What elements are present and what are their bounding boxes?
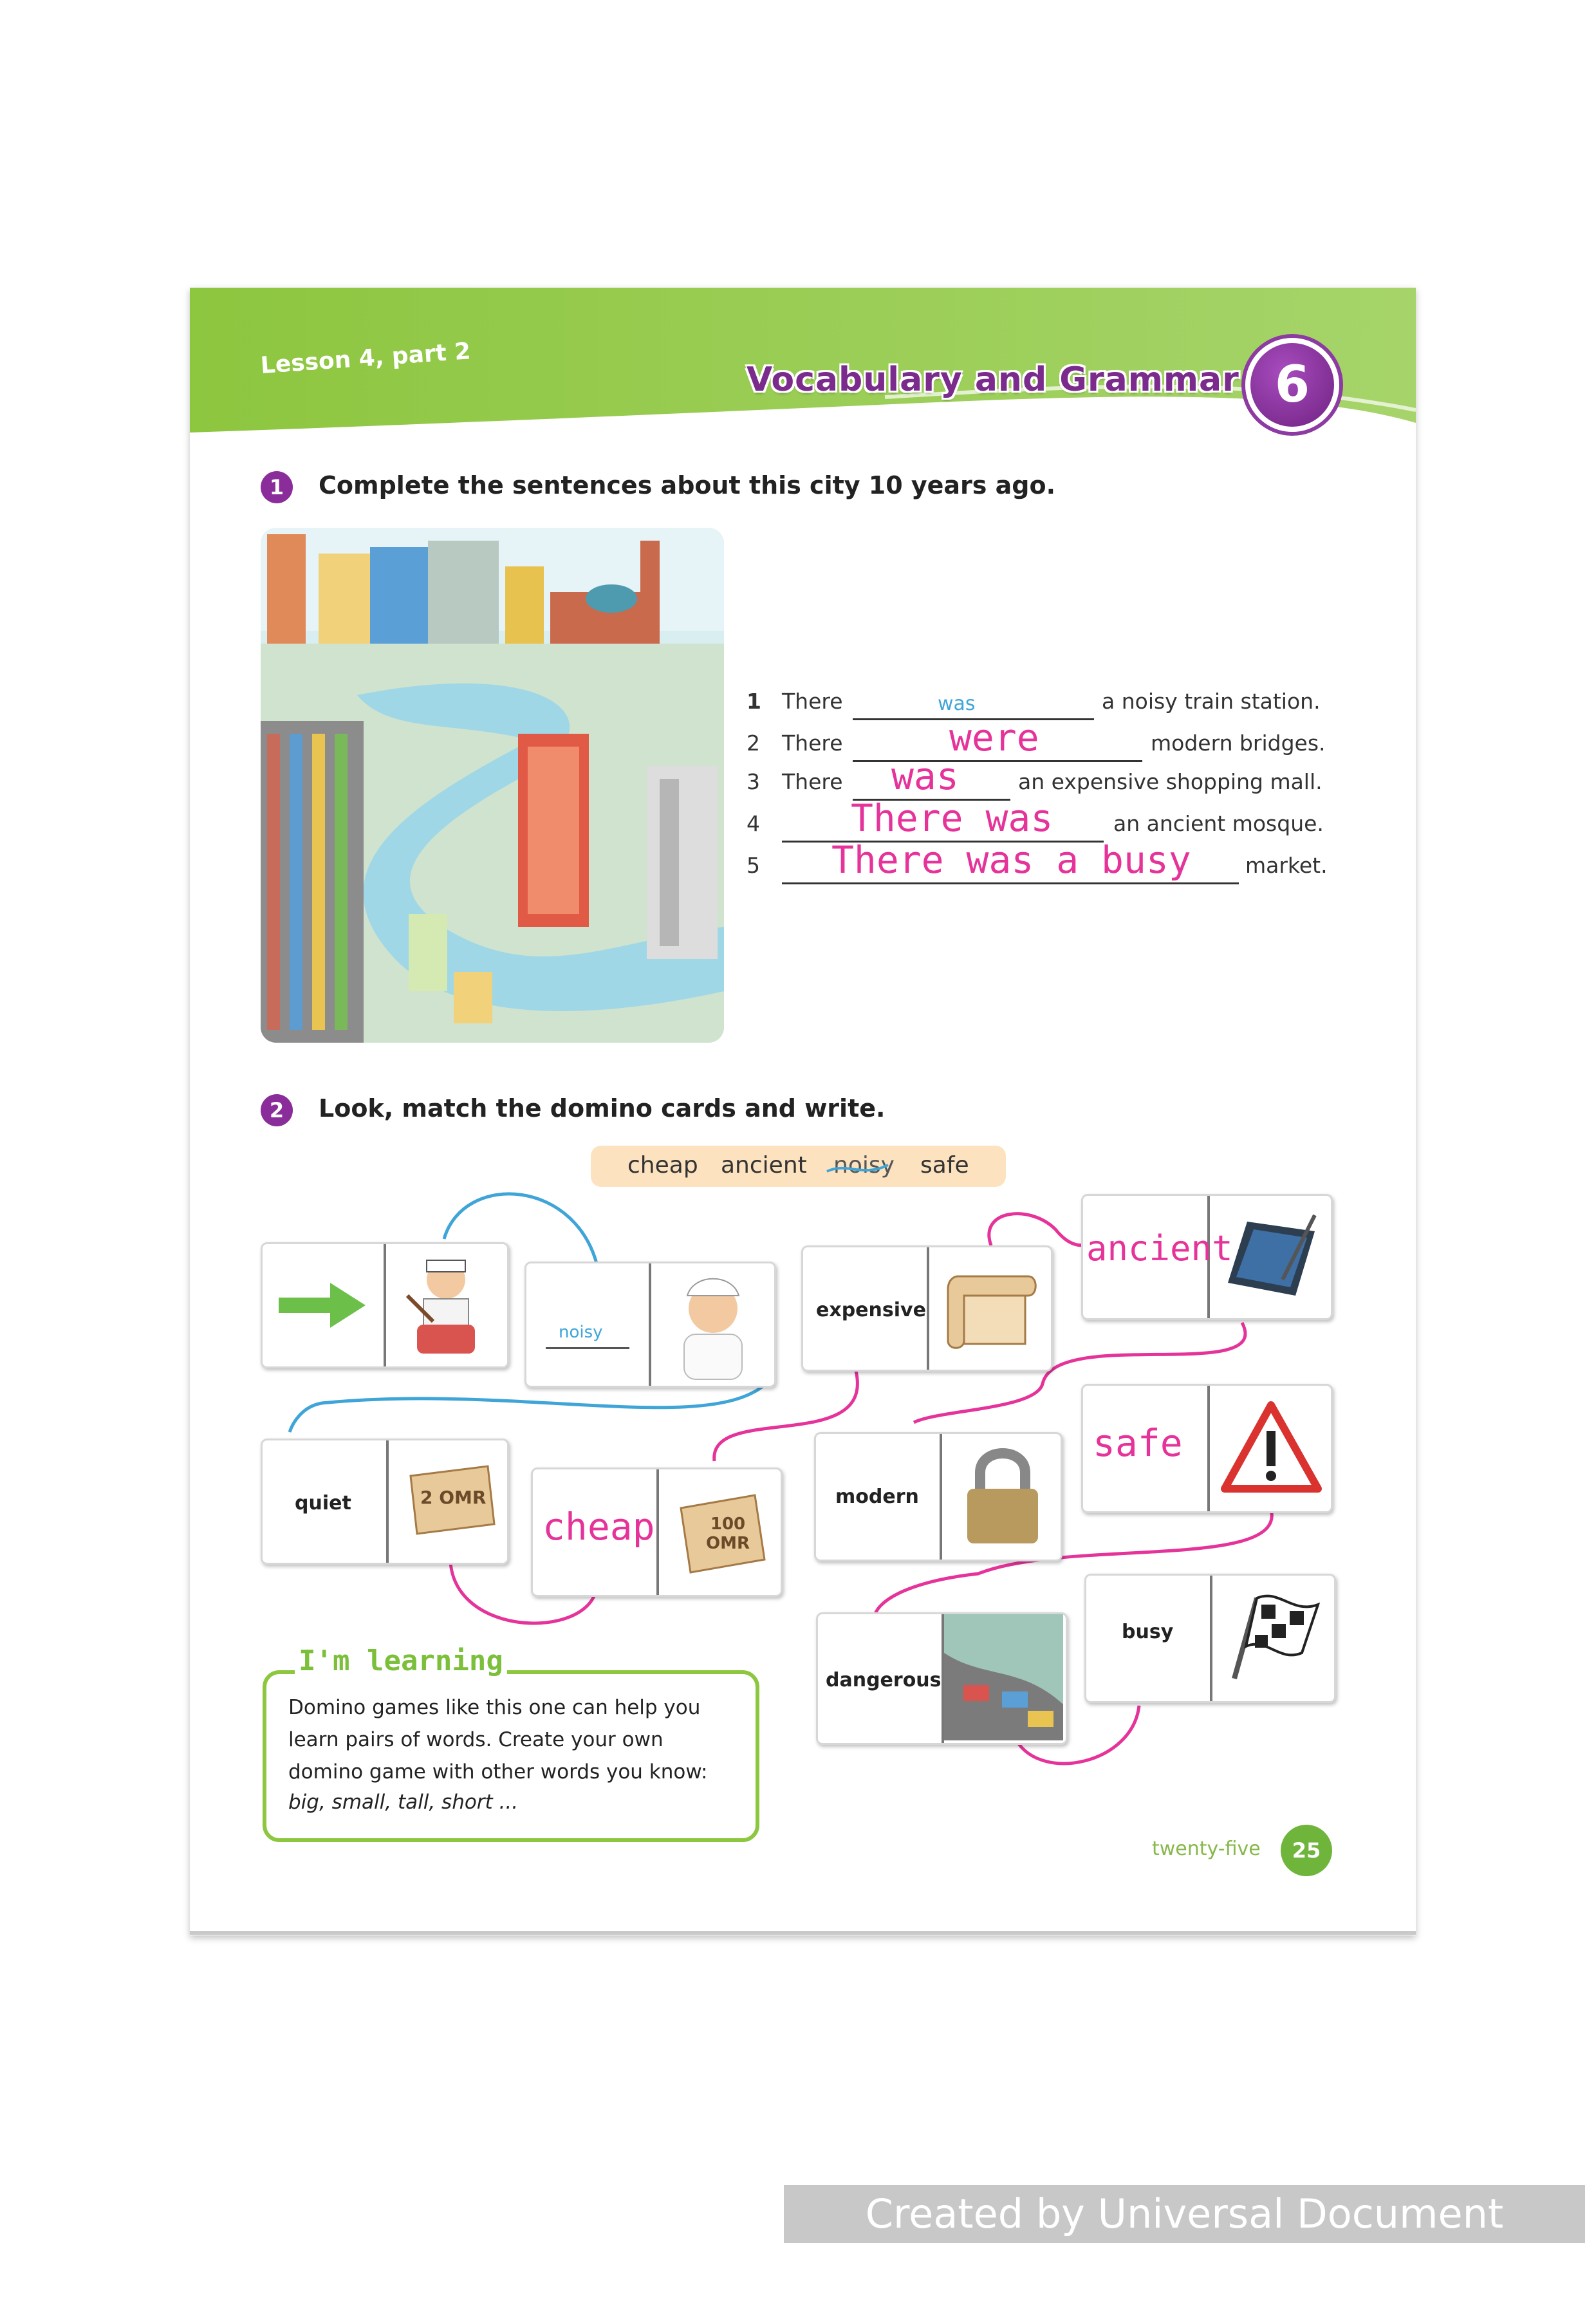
domino-card-cheap bbox=[531, 1467, 783, 1597]
domino-card-ancient bbox=[1081, 1194, 1333, 1320]
item-number-5: 5 bbox=[747, 853, 760, 878]
thinking-boy-icon bbox=[658, 1270, 768, 1392]
item-number-3: 3 bbox=[747, 769, 760, 794]
sentence-1-end: a noisy train station. bbox=[1102, 689, 1321, 714]
price-tag-icon bbox=[398, 1463, 501, 1585]
item-number-4: 4 bbox=[747, 811, 760, 836]
sentence-3-start: There bbox=[782, 769, 843, 794]
tip-line-4: big, small, tall, short ... bbox=[288, 1791, 519, 1814]
domino-divider bbox=[940, 1434, 942, 1560]
domino-divider bbox=[649, 1263, 651, 1386]
tip-line-1: Domino games like this one can help you bbox=[288, 1696, 701, 1719]
exercise-2-instruction: Look, match the domino cards and write. bbox=[319, 1094, 886, 1123]
checkered-flag-icon bbox=[1221, 1588, 1328, 1714]
domino-divider bbox=[384, 1244, 386, 1366]
item-number: 1 bbox=[747, 689, 761, 714]
domino-noisy-answer: noisy bbox=[559, 1323, 603, 1342]
domino-card-busy bbox=[1084, 1574, 1336, 1703]
sentence-2-end: modern bridges. bbox=[1151, 731, 1326, 756]
domino-busy-label: busy bbox=[1122, 1621, 1174, 1643]
price-2-omr: 2 OMR bbox=[420, 1487, 487, 1508]
domino-dangerous-label: dangerous bbox=[826, 1669, 942, 1691]
page-bottom-edge bbox=[190, 1931, 1416, 1935]
answer-4: There was bbox=[851, 796, 1053, 840]
page-number-words: twenty-five bbox=[1152, 1838, 1261, 1860]
converter-watermark: Created by Universal Document Converter bbox=[784, 2185, 1585, 2243]
domino-divider bbox=[1210, 1576, 1212, 1701]
sentence-2-start: There bbox=[782, 731, 843, 756]
price-100-omr: 100 OMR bbox=[706, 1514, 750, 1553]
word-bank-ancient: ancient bbox=[721, 1152, 807, 1178]
domino-divider bbox=[386, 1440, 389, 1563]
unit-number: 6 bbox=[1274, 356, 1310, 414]
tip-line-3: domino game with other words you know: bbox=[288, 1760, 708, 1784]
tip-title: I'm learning bbox=[295, 1644, 507, 1677]
sentence-5-end: market. bbox=[1245, 853, 1328, 878]
domino-card-modern bbox=[814, 1432, 1062, 1561]
answer-5: There was a busy bbox=[831, 838, 1191, 882]
domino-card-expensive bbox=[801, 1245, 1053, 1372]
arrow-right-icon bbox=[275, 1280, 372, 1402]
page-number: 25 bbox=[1281, 1825, 1332, 1876]
section-title: Vocabulary and Grammar bbox=[747, 360, 1239, 399]
answer-2: were bbox=[949, 716, 1039, 759]
answer-blank-line bbox=[546, 1347, 629, 1349]
sentence-3-end: an expensive shopping mall. bbox=[1018, 769, 1322, 794]
exercise-1-number: 1 bbox=[261, 471, 293, 503]
warning-sign-icon bbox=[1218, 1399, 1324, 1524]
domino-safe-answer: safe bbox=[1093, 1421, 1183, 1465]
tip-line-2: learn pairs of words. Create your own bbox=[288, 1728, 663, 1751]
domino-divider bbox=[1207, 1386, 1210, 1511]
exercise-1-instruction: Complete the sentences about this city 10 years ago. bbox=[319, 471, 1056, 499]
domino-cheap-answer: cheap bbox=[543, 1505, 655, 1549]
answer-3: was bbox=[891, 754, 959, 798]
domino-card-start bbox=[261, 1242, 509, 1368]
domino-quiet-label: quiet bbox=[295, 1492, 351, 1514]
answer-1: was bbox=[938, 693, 976, 715]
word-bank-safe: safe bbox=[920, 1152, 969, 1178]
sentence-4-end: an ancient mosque. bbox=[1113, 811, 1324, 836]
domino-card-noisy bbox=[524, 1262, 776, 1388]
domino-expensive-label: expensive bbox=[816, 1299, 926, 1321]
lesson-label: Lesson 4, part 2 bbox=[259, 338, 472, 379]
domino-card-safe bbox=[1081, 1384, 1333, 1513]
word-bank-cheap: cheap bbox=[627, 1152, 698, 1178]
sentence-1-start: There bbox=[782, 689, 843, 714]
traffic-jam-icon bbox=[944, 1614, 1063, 1743]
domino-card-quiet bbox=[261, 1439, 509, 1565]
word-bank-noisy: noisy bbox=[833, 1152, 895, 1178]
scroll-icon bbox=[938, 1260, 1044, 1383]
domino-card-dangerous bbox=[816, 1612, 1068, 1745]
drummer-icon bbox=[394, 1251, 504, 1373]
padlock-icon bbox=[954, 1444, 1051, 1569]
item-number-2: 2 bbox=[747, 731, 760, 756]
domino-ancient-answer: ancient bbox=[1086, 1228, 1233, 1269]
domino-divider bbox=[656, 1469, 659, 1595]
domino-modern-label: modern bbox=[835, 1486, 919, 1508]
exercise-2-number: 2 bbox=[261, 1094, 293, 1126]
domino-divider bbox=[927, 1247, 929, 1370]
tablet-icon bbox=[1218, 1209, 1324, 1331]
